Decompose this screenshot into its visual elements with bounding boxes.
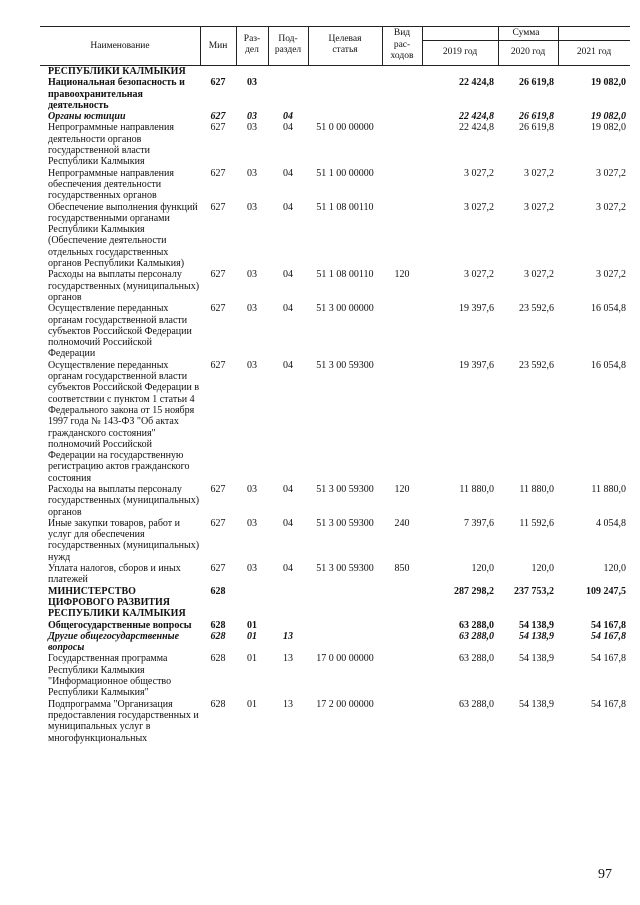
min-cell: 627 [210, 122, 226, 134]
sum-2020-cell: 3 027,2 [524, 201, 554, 213]
sum-2021-cell: 54 167,8 [591, 619, 626, 631]
target-cell: 51 3 00 59300 [316, 517, 374, 529]
vid-cell: 120 [394, 269, 410, 281]
sum-2020-cell: 26 619,8 [519, 77, 554, 89]
podrazdel-cell: 04 [283, 111, 293, 123]
table-row [40, 631, 630, 654]
sum-2019-cell: 287 298,2 [454, 585, 494, 597]
razdel-cell: 03 [247, 122, 257, 134]
min-cell: 627 [210, 359, 226, 371]
sum-2021-cell: 16 054,8 [591, 359, 626, 371]
row-name-cell: Национальная безопасность и правоохранительная деятельность [48, 77, 185, 111]
sum-2020-cell: 26 619,8 [519, 122, 554, 134]
table-row [40, 168, 630, 202]
header-2020: 2020 год [510, 47, 546, 57]
min-cell: 628 [210, 585, 226, 597]
min-cell: 628 [210, 653, 226, 665]
min-cell: 627 [210, 201, 226, 213]
vid-cell: 850 [394, 563, 410, 575]
podrazdel-cell: 04 [283, 483, 293, 495]
vid-cell [382, 111, 422, 122]
target-cell: 17 0 00 00000 [316, 653, 374, 665]
sum-2020-cell: 237 753,2 [514, 585, 554, 597]
table-row [40, 620, 630, 631]
budget-table [40, 66, 630, 744]
sum-2020-cell: 23 592,6 [519, 303, 554, 315]
podrazdel-cell [268, 586, 308, 620]
min-cell: 628 [210, 630, 226, 642]
sum-2021-cell [558, 66, 630, 77]
razdel-cell: 03 [247, 201, 257, 213]
target-cell: 51 3 00 59300 [316, 483, 374, 495]
row-name-cell: Общегосударственные вопросы [48, 619, 192, 631]
sum-2019-cell: 3 027,2 [464, 269, 494, 281]
sum-2021-cell: 19 082,0 [591, 77, 626, 89]
table-row [40, 66, 630, 77]
row-name-cell: МИНИСТЕРСТВО ЦИФРОВОГО РАЗВИТИЯ РЕСПУБЛИКИ КАЛМЫКИЯ [48, 585, 186, 620]
vid-cell [382, 620, 422, 631]
row-name-cell: Обеспечение выполнения функций государственными органами Республики Калмыкия (Обеспечение деятельности отдельных государственных органов Республики Калмыкия) [48, 201, 198, 270]
razdel-cell: 03 [247, 563, 257, 575]
row-name-cell: Другие общегосударственные вопросы [48, 630, 180, 654]
sum-2019-cell: 63 288,0 [459, 630, 494, 642]
podrazdel-cell: 04 [283, 359, 293, 371]
table-row [40, 653, 630, 698]
razdel-cell: 03 [247, 111, 257, 123]
row-name-cell: Непрограммные направления деятельности органов государственной власти Республики Калмыкия [48, 122, 174, 168]
razdel-cell: 03 [247, 483, 257, 495]
table-row [40, 269, 630, 303]
row-name-cell: Расходы на выплаты персоналу государственных (муниципальных) органов [48, 483, 200, 518]
target-cell: 51 3 00 59300 [316, 563, 374, 575]
min-cell: 627 [210, 303, 226, 315]
sum-2020-cell: 26 619,8 [519, 111, 554, 123]
target-cell [308, 586, 382, 620]
sum-2020-cell: 11 880,0 [519, 483, 554, 495]
row-name-cell: РЕСПУБЛИКИ КАЛМЫКИЯ [48, 66, 186, 77]
podrazdel-cell: 04 [283, 563, 293, 575]
sum-2020-cell: 23 592,6 [519, 359, 554, 371]
razdel-cell: 03 [247, 167, 257, 179]
sum-2021-cell: 54 167,8 [591, 630, 626, 642]
target-cell [308, 620, 382, 631]
sum-2021-cell: 11 880,0 [591, 483, 626, 495]
sum-2021-cell: 19 082,0 [591, 111, 626, 123]
sum-2020-cell: 120,0 [531, 563, 554, 575]
podrazdel-cell: 13 [283, 653, 293, 665]
header-2021: 2021 год [576, 47, 612, 57]
podrazdel-cell: 04 [283, 167, 293, 179]
sum-2019-cell: 22 424,8 [459, 122, 494, 134]
vid-cell [382, 303, 422, 359]
target-cell: 51 1 00 00000 [316, 167, 374, 179]
header-min: Мин [208, 41, 228, 51]
min-cell: 627 [210, 483, 226, 495]
sum-2019-cell: 19 397,6 [459, 303, 494, 315]
sum-2019-cell: 19 397,6 [459, 359, 494, 371]
sum-2020-cell: 11 592,6 [519, 517, 554, 529]
row-name-cell: Подпрограмма "Организация предоставления государственных и муниципальных услуг в многофункциональных [48, 698, 199, 744]
sum-2019-cell: 63 288,0 [459, 698, 494, 710]
sum-2021-cell: 16 054,8 [591, 303, 626, 315]
row-name-cell: Органы юстиции [48, 111, 126, 123]
vid-cell [382, 653, 422, 698]
sum-2019-cell: 11 880,0 [459, 483, 494, 495]
sum-2019-cell: 120,0 [471, 563, 494, 575]
sum-2019-cell [422, 66, 498, 77]
target-cell: 51 3 00 59300 [316, 359, 374, 371]
table-row [40, 484, 630, 518]
razdel-cell: 03 [247, 359, 257, 371]
table-row [40, 563, 630, 586]
min-cell: 627 [210, 167, 226, 179]
sum-2019-cell: 22 424,8 [459, 111, 494, 123]
razdel-cell: 03 [247, 77, 257, 89]
razdel-cell: 03 [247, 269, 257, 281]
podrazdel-cell [268, 66, 308, 77]
razdel-cell [236, 586, 268, 620]
table-row [40, 699, 630, 744]
header-vid: Вид рас- ходов [390, 28, 414, 61]
target-cell: 51 1 08 00110 [316, 269, 374, 281]
min-cell: 628 [210, 619, 226, 631]
table-row [40, 202, 630, 270]
podrazdel-cell: 04 [283, 269, 293, 281]
target-cell [308, 111, 382, 122]
podrazdel-cell: 04 [283, 122, 293, 134]
razdel-cell: 01 [247, 698, 257, 710]
row-name-cell: Государственная программа Республики Калмыкия "Информационное общество Республики Калмыкия" [48, 653, 172, 699]
row-name-cell: Непрограммные направления обеспечения деятельности государственных органов [48, 167, 174, 202]
table-row [40, 77, 630, 111]
sum-2019-cell: 63 288,0 [459, 619, 494, 631]
sum-2020-cell [498, 66, 558, 77]
vid-cell [382, 586, 422, 620]
min-cell: 627 [210, 111, 226, 123]
sum-2021-cell: 54 167,8 [591, 698, 626, 710]
vid-cell [382, 202, 422, 270]
target-cell: 51 0 00 00000 [316, 122, 374, 134]
sum-2021-cell: 3 027,2 [596, 167, 626, 179]
table-row [40, 360, 630, 484]
razdel-cell: 03 [247, 517, 257, 529]
sum-2020-cell: 3 027,2 [524, 269, 554, 281]
vid-cell [382, 77, 422, 111]
header-name: Наименование [90, 41, 150, 51]
sum-2019-cell: 63 288,0 [459, 653, 494, 665]
vid-cell: 120 [394, 483, 410, 495]
sum-2021-cell: 3 027,2 [596, 269, 626, 281]
table-row [40, 518, 630, 563]
min-cell: 627 [210, 517, 226, 529]
sum-2021-cell: 54 167,8 [591, 653, 626, 665]
podrazdel-cell: 04 [283, 303, 293, 315]
table-row [40, 586, 630, 620]
vid-cell [382, 699, 422, 744]
sum-2020-cell: 54 138,9 [519, 653, 554, 665]
podrazdel-cell [268, 620, 308, 631]
min-cell: 627 [210, 269, 226, 281]
sum-2019-cell: 7 397,6 [464, 517, 494, 529]
vid-cell [382, 631, 422, 654]
target-cell [308, 631, 382, 654]
page-number: 97 [598, 867, 612, 882]
table-row [40, 303, 630, 359]
header-target: Целевая статья [328, 34, 362, 55]
vid-cell [382, 66, 422, 77]
podrazdel-cell [268, 77, 308, 111]
table-row [40, 111, 630, 122]
sum-2020-cell: 54 138,9 [519, 698, 554, 710]
sum-2021-cell: 19 082,0 [591, 122, 626, 134]
sum-2021-cell: 109 247,5 [586, 585, 626, 597]
table-row [40, 122, 630, 167]
vid-cell [382, 360, 422, 484]
razdel-cell: 01 [247, 619, 257, 631]
sum-2021-cell: 4 054,8 [596, 517, 626, 529]
row-name-cell: Уплата налогов, сборов и иных платежей [48, 563, 181, 586]
vid-cell [382, 122, 422, 167]
row-name-cell: Осуществление переданных органам государственной власти субъектов Российской Федерации полномочий Российской Федерации [48, 303, 192, 360]
sum-2019-cell: 3 027,2 [464, 167, 494, 179]
min-cell: 628 [210, 698, 226, 710]
row-name-cell: Осуществление переданных органам государственной власти субъектов Российской Федерации в соответствии с пунктом 1 статьи 4 Федерального закона от 15 ноября 1997 года № 143-ФЗ "Об актах гражданского состояния" полномочий Российской Федерации на государственную регистрацию актов гражданского состояния [48, 359, 200, 484]
min-cell [200, 66, 236, 77]
header-razdel: Раз- дел [243, 34, 261, 55]
target-cell [308, 77, 382, 111]
vid-cell [382, 168, 422, 202]
min-cell: 627 [210, 563, 226, 575]
podrazdel-cell: 13 [283, 698, 293, 710]
razdel-cell: 01 [247, 630, 257, 642]
razdel-cell [236, 66, 268, 77]
target-cell [308, 66, 382, 77]
razdel-cell: 03 [247, 303, 257, 315]
sum-2020-cell: 3 027,2 [524, 167, 554, 179]
target-cell: 51 3 00 00000 [316, 303, 374, 315]
sum-2020-cell: 54 138,9 [519, 619, 554, 631]
podrazdel-cell: 13 [283, 630, 293, 642]
sum-2020-cell: 54 138,9 [519, 630, 554, 642]
header-2019: 2019 год [442, 47, 478, 57]
header-podrazdel: Под- раздел [274, 34, 302, 55]
podrazdel-cell: 04 [283, 517, 293, 529]
sum-2019-cell: 3 027,2 [464, 201, 494, 213]
sum-2021-cell: 120,0 [603, 563, 626, 575]
target-cell: 17 2 00 00000 [316, 698, 374, 710]
target-cell: 51 1 08 00110 [316, 201, 374, 213]
header-sum: Сумма [512, 28, 540, 38]
razdel-cell: 01 [247, 653, 257, 665]
row-name-cell: Расходы на выплаты персоналу государственных (муниципальных) органов [48, 269, 200, 303]
podrazdel-cell: 04 [283, 201, 293, 213]
sum-2021-cell: 3 027,2 [596, 201, 626, 213]
vid-cell: 240 [394, 517, 410, 529]
row-name-cell: Иные закупки товаров, работ и услуг для обеспечения государственных (муниципальных) нужд [48, 517, 200, 563]
table-header [40, 26, 630, 66]
min-cell: 627 [210, 77, 226, 89]
sum-2019-cell: 22 424,8 [459, 77, 494, 89]
